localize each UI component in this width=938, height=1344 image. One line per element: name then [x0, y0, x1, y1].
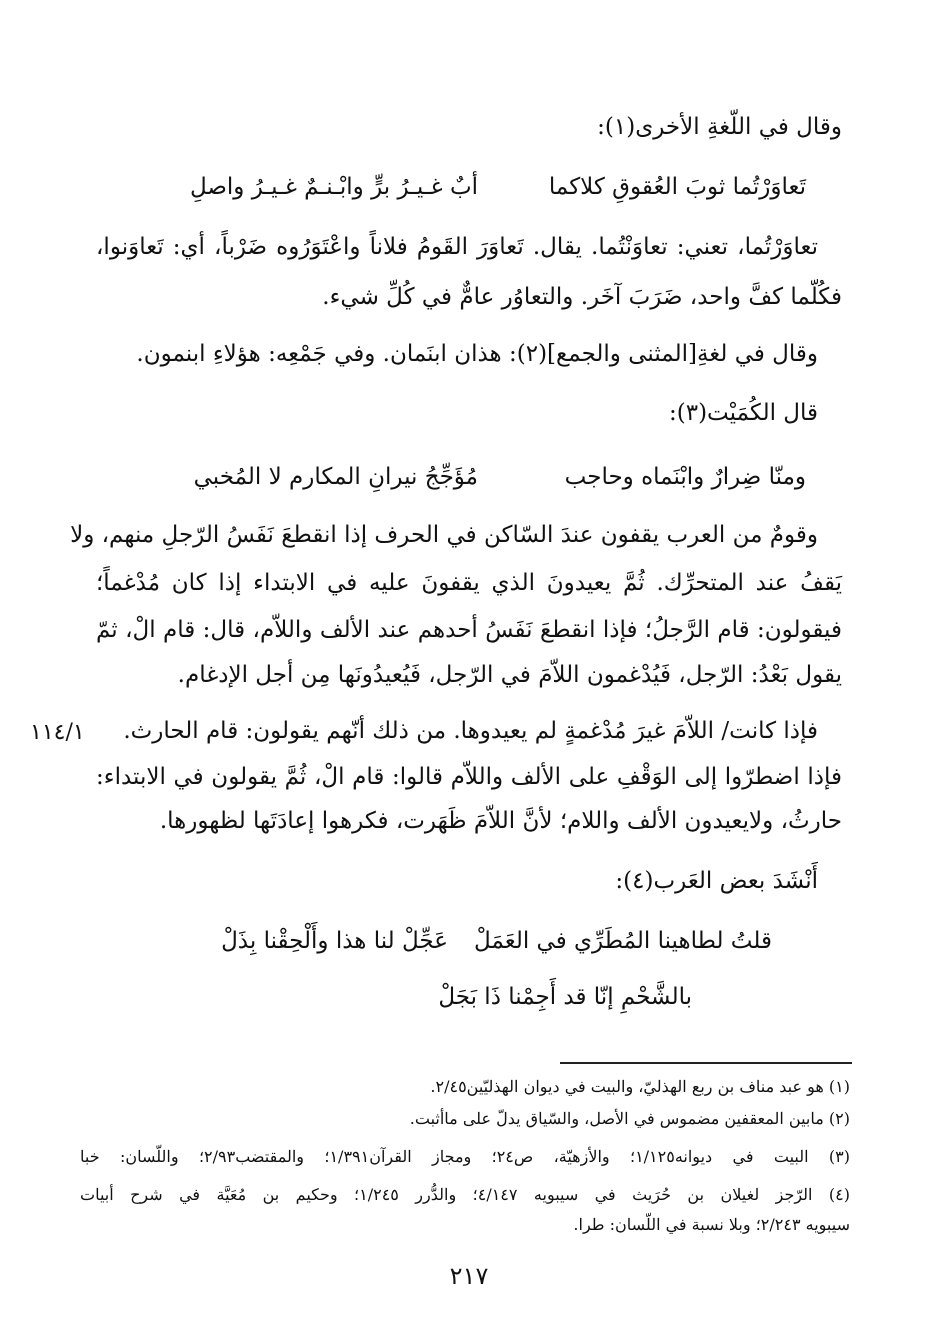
body-line: فإذا كانت/ اللاّمَ غيرَ مُدْغمةٍ لم يعيدوها. من ذلك أنّهم يقولون: قام الحارث.	[123, 718, 818, 744]
body-line: فكُلّما كفَّ واحد، ضَرَبَ آخَر. والتعاوُر عامٌّ في كُلِّ شيء.	[322, 284, 842, 310]
footnote: (٤) الرّجز لغيلان بن حُرَيث في سيبويه ٤/١٤٧؛ والدُّرر ١/٢٤٥؛ وحكيم بن مُعَيَّة في شرح أبيات	[80, 1185, 850, 1204]
verse-line: بالشَّحْمِ إنّا قد أَجِمْنا ذَا بَجَلْ	[438, 984, 692, 1010]
footnote: (١) هو عبد مناف بن ربع الهذليّ، والبيت في ديوان الهذليّين٢/٤٥.	[430, 1077, 850, 1096]
verse-hemistich-right: ومنّا ضِرارٌ وابْنَماه وحاجب	[564, 464, 806, 490]
verse-hemistich-right: قلتُ لطاهينا المُطَرِّي في العَمَلْ	[474, 928, 772, 954]
body-line: وقال في لغةِ[المثنى والجمع](٢): هذان ابنَمان. وفي جَمْعِه: هؤلاءِ ابنمون.	[136, 341, 818, 367]
footnote-separator	[560, 1062, 852, 1064]
body-line: وقومٌ من العرب يقفون عندَ السّاكن في الحرف إذا انقطعَ نَفَسُ الرّجلِ منهم، ولا	[70, 522, 818, 548]
verse-hemistich-left: عَجِّلْ لنا هذا وأَلْحِقْنا بِذَلْ	[221, 928, 448, 954]
body-line: فيقولون: قام الرَّجلُ؛ فإذا انقطعَ نَفَسُ أحدهم عند الألف واللاّم، قال: قام الْ، ثمّ	[96, 617, 842, 643]
body-line: وقال في اللّغةِ الأخرى(١):	[597, 114, 842, 140]
body-line: حارثُ، ولايعيدون الألف واللام؛ لأنَّ اللاّمَ ظَهَرت، فكرهوا إعادَتَها لظهورها.	[159, 808, 842, 834]
verse-hemistich-left: أبٌ غـيـرُ برٍّ وابْـنـمٌ غـيـرُ واصلِ	[189, 174, 478, 200]
body-line: يَقفُ عند المتحرِّك. ثُمَّ يعيدونَ الذي يقفونَ عليه في الابتداء إذا كان مُدْغماً؛	[96, 570, 842, 596]
body-line: تعاوَرْتُما، تعني: تعاوَنْتُما. يقال. تَعاوَرَ القَومُ فلاناً واعْتَوَرُوه ضَرْباً، أي: تَعاوَنوا،	[96, 234, 818, 260]
margin-reference: ١١٤/١	[30, 720, 85, 745]
verse-hemistich-left: مُؤَجِّجُ نيرانِ المكارم لا المُخبي	[193, 464, 478, 490]
page-number: ٢١٧	[449, 1262, 489, 1290]
body-line: فإذا اضطرّوا إلى الوَقْفِ على الألف واللاّم قالوا: قام الْ، ثُمَّ يقولون في الابتداء:	[96, 764, 842, 790]
verse-hemistich-right: تَعاوَرْتُما ثوبَ العُقوقِ كلاكما	[548, 174, 806, 200]
footnote: (٣) البيت في ديوانه١/١٢٥؛ والأزهيّة، ص٢٤؛ ومجاز القرآن١/٣٩١؛ والمقتضب٢/٩٣؛ واللّسان: خبا	[80, 1147, 850, 1166]
body-line: قال الكُمَيْت(٣):	[668, 400, 818, 426]
body-line: أَنْشَدَ بعض العَرب(٤):	[615, 868, 818, 894]
body-line: يقول بَعْدُ: الرّجل، فَيُدْغمون اللاّمَ في الرّجل، فَيُعيدُونَها مِن أجل الإدغام.	[177, 662, 842, 688]
footnote: سيبويه ٢/٢٤٣؛ وبلا نسبة في اللّسان: طرا.	[573, 1215, 850, 1234]
footnote: (٢) مابين المعقفين مضموس في الأصل، والسّياق يدلّ على ماأثبت.	[409, 1109, 850, 1128]
